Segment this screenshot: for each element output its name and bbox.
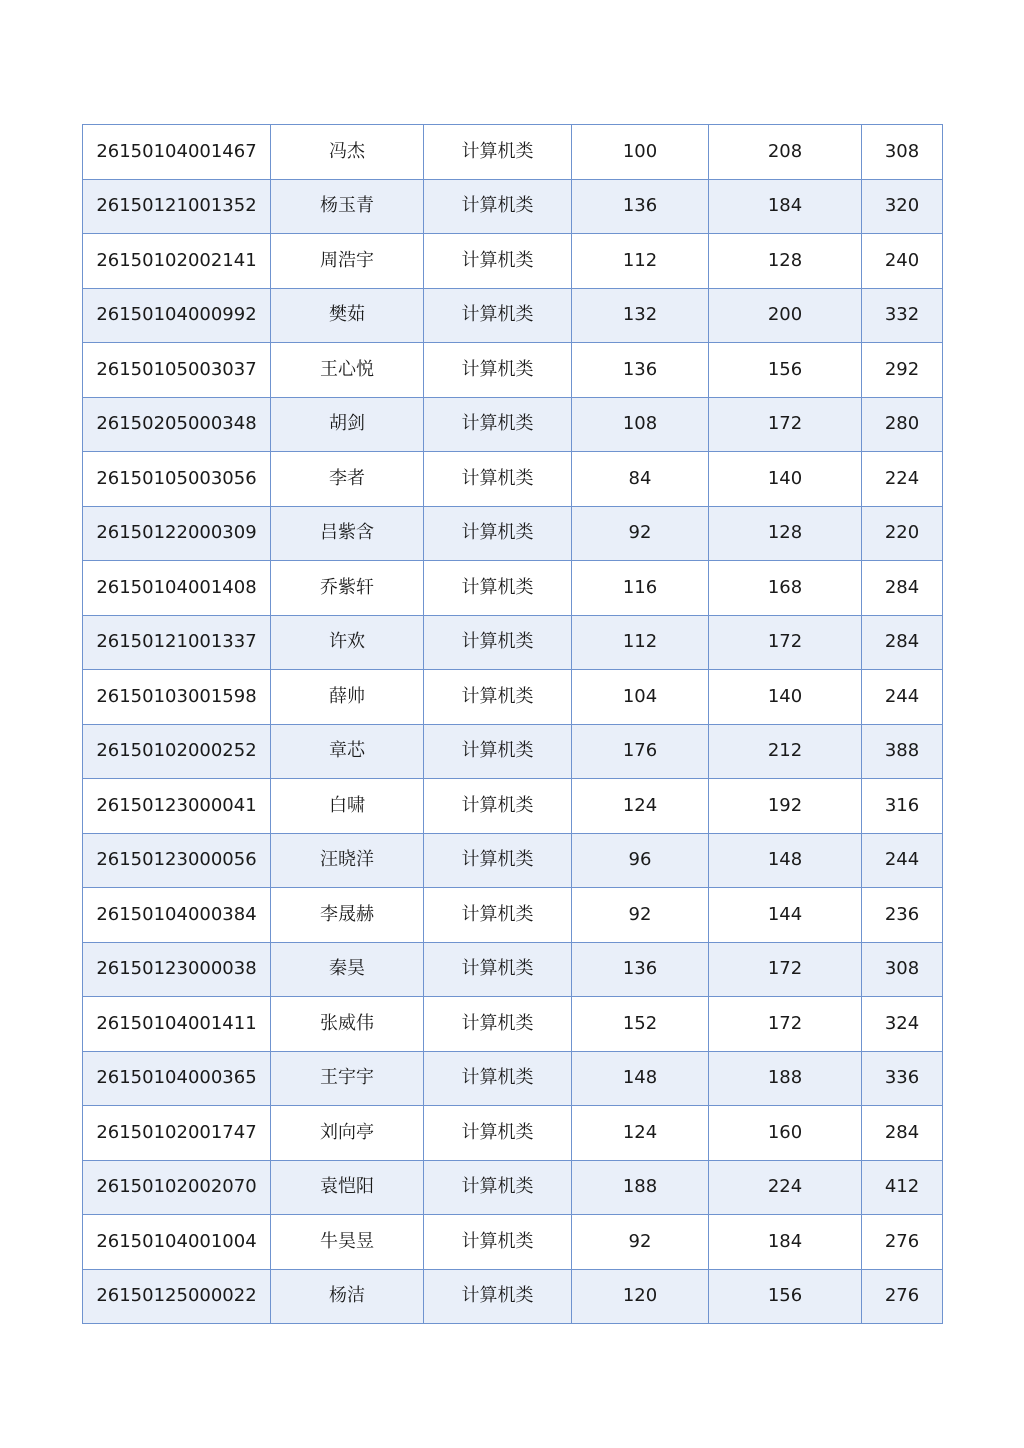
exam-id-cell: 26150104001467 bbox=[83, 125, 271, 180]
total-score-cell: 284 bbox=[862, 615, 943, 670]
category-cell: 计算机类 bbox=[424, 997, 572, 1052]
exam-id-cell: 26150104001408 bbox=[83, 561, 271, 616]
category-cell: 计算机类 bbox=[424, 670, 572, 725]
score-table-body bbox=[83, 125, 943, 1324]
score1-cell: 188 bbox=[572, 1160, 709, 1215]
table-row bbox=[83, 942, 943, 997]
category-cell: 计算机类 bbox=[424, 1106, 572, 1161]
score1-cell: 92 bbox=[572, 1215, 709, 1270]
category-cell: 计算机类 bbox=[424, 561, 572, 616]
score2-cell: 184 bbox=[709, 179, 862, 234]
total-score-cell: 336 bbox=[862, 1051, 943, 1106]
student-name-cell: 胡剑 bbox=[271, 397, 424, 452]
table-row bbox=[83, 1160, 943, 1215]
table-row bbox=[83, 1106, 943, 1161]
score1-cell: 104 bbox=[572, 670, 709, 725]
exam-id-cell: 26150102002141 bbox=[83, 234, 271, 289]
total-score-cell: 316 bbox=[862, 779, 943, 834]
total-score-cell: 388 bbox=[862, 724, 943, 779]
category-cell: 计算机类 bbox=[424, 1215, 572, 1270]
student-name-cell: 李者 bbox=[271, 452, 424, 507]
score1-cell: 112 bbox=[572, 234, 709, 289]
total-score-cell: 332 bbox=[862, 288, 943, 343]
score-table bbox=[82, 124, 943, 1324]
score1-cell: 132 bbox=[572, 288, 709, 343]
student-name-cell: 汪晓洋 bbox=[271, 833, 424, 888]
table-row bbox=[83, 343, 943, 398]
exam-id-cell: 26150122000309 bbox=[83, 506, 271, 561]
exam-id-cell: 26150104000384 bbox=[83, 888, 271, 943]
score2-cell: 156 bbox=[709, 343, 862, 398]
exam-id-cell: 26150103001598 bbox=[83, 670, 271, 725]
score1-cell: 124 bbox=[572, 1106, 709, 1161]
table-row bbox=[83, 561, 943, 616]
category-cell: 计算机类 bbox=[424, 234, 572, 289]
total-score-cell: 284 bbox=[862, 1106, 943, 1161]
category-cell: 计算机类 bbox=[424, 397, 572, 452]
total-score-cell: 220 bbox=[862, 506, 943, 561]
exam-id-cell: 26150125000022 bbox=[83, 1269, 271, 1324]
total-score-cell: 244 bbox=[862, 670, 943, 725]
student-name-cell: 李晟赫 bbox=[271, 888, 424, 943]
table-row bbox=[83, 833, 943, 888]
score1-cell: 148 bbox=[572, 1051, 709, 1106]
score2-cell: 172 bbox=[709, 397, 862, 452]
table-row bbox=[83, 615, 943, 670]
score2-cell: 168 bbox=[709, 561, 862, 616]
category-cell: 计算机类 bbox=[424, 833, 572, 888]
score1-cell: 100 bbox=[572, 125, 709, 180]
student-name-cell: 张威伟 bbox=[271, 997, 424, 1052]
table-row bbox=[83, 397, 943, 452]
table-row bbox=[83, 670, 943, 725]
category-cell: 计算机类 bbox=[424, 288, 572, 343]
total-score-cell: 224 bbox=[862, 452, 943, 507]
score2-cell: 140 bbox=[709, 670, 862, 725]
category-cell: 计算机类 bbox=[424, 779, 572, 834]
score1-cell: 96 bbox=[572, 833, 709, 888]
score1-cell: 92 bbox=[572, 506, 709, 561]
score2-cell: 212 bbox=[709, 724, 862, 779]
exam-id-cell: 26150104000365 bbox=[83, 1051, 271, 1106]
student-name-cell: 王心悦 bbox=[271, 343, 424, 398]
student-name-cell: 吕紫含 bbox=[271, 506, 424, 561]
category-cell: 计算机类 bbox=[424, 1269, 572, 1324]
exam-id-cell: 26150102001747 bbox=[83, 1106, 271, 1161]
total-score-cell: 324 bbox=[862, 997, 943, 1052]
student-name-cell: 秦昊 bbox=[271, 942, 424, 997]
score1-cell: 152 bbox=[572, 997, 709, 1052]
table-row bbox=[83, 125, 943, 180]
exam-id-cell: 26150105003056 bbox=[83, 452, 271, 507]
score2-cell: 128 bbox=[709, 506, 862, 561]
student-name-cell: 薛帅 bbox=[271, 670, 424, 725]
exam-id-cell: 26150102000252 bbox=[83, 724, 271, 779]
student-name-cell: 周浩宇 bbox=[271, 234, 424, 289]
total-score-cell: 308 bbox=[862, 942, 943, 997]
exam-id-cell: 26150123000038 bbox=[83, 942, 271, 997]
table-row bbox=[83, 1215, 943, 1270]
table-row bbox=[83, 888, 943, 943]
score1-cell: 108 bbox=[572, 397, 709, 452]
total-score-cell: 292 bbox=[862, 343, 943, 398]
table-row bbox=[83, 1269, 943, 1324]
score2-cell: 144 bbox=[709, 888, 862, 943]
table-row bbox=[83, 234, 943, 289]
total-score-cell: 280 bbox=[862, 397, 943, 452]
table-row bbox=[83, 997, 943, 1052]
category-cell: 计算机类 bbox=[424, 1160, 572, 1215]
student-name-cell: 刘向亭 bbox=[271, 1106, 424, 1161]
exam-id-cell: 26150102002070 bbox=[83, 1160, 271, 1215]
score1-cell: 176 bbox=[572, 724, 709, 779]
table-row bbox=[83, 506, 943, 561]
student-name-cell: 冯杰 bbox=[271, 125, 424, 180]
total-score-cell: 276 bbox=[862, 1215, 943, 1270]
exam-id-cell: 26150123000041 bbox=[83, 779, 271, 834]
student-name-cell: 白啸 bbox=[271, 779, 424, 834]
student-name-cell: 乔紫轩 bbox=[271, 561, 424, 616]
exam-id-cell: 26150104000992 bbox=[83, 288, 271, 343]
score2-cell: 224 bbox=[709, 1160, 862, 1215]
student-name-cell: 袁恺阳 bbox=[271, 1160, 424, 1215]
total-score-cell: 240 bbox=[862, 234, 943, 289]
student-name-cell: 许欢 bbox=[271, 615, 424, 670]
category-cell: 计算机类 bbox=[424, 615, 572, 670]
exam-id-cell: 26150123000056 bbox=[83, 833, 271, 888]
score2-cell: 172 bbox=[709, 997, 862, 1052]
score1-cell: 116 bbox=[572, 561, 709, 616]
category-cell: 计算机类 bbox=[424, 343, 572, 398]
score2-cell: 172 bbox=[709, 942, 862, 997]
score2-cell: 188 bbox=[709, 1051, 862, 1106]
student-name-cell: 杨玉青 bbox=[271, 179, 424, 234]
total-score-cell: 320 bbox=[862, 179, 943, 234]
student-name-cell: 牛昊昱 bbox=[271, 1215, 424, 1270]
table-row bbox=[83, 452, 943, 507]
total-score-cell: 276 bbox=[862, 1269, 943, 1324]
total-score-cell: 308 bbox=[862, 125, 943, 180]
score2-cell: 148 bbox=[709, 833, 862, 888]
exam-id-cell: 26150121001352 bbox=[83, 179, 271, 234]
total-score-cell: 284 bbox=[862, 561, 943, 616]
category-cell: 计算机类 bbox=[424, 506, 572, 561]
total-score-cell: 236 bbox=[862, 888, 943, 943]
student-name-cell: 樊茹 bbox=[271, 288, 424, 343]
score2-cell: 172 bbox=[709, 615, 862, 670]
score2-cell: 208 bbox=[709, 125, 862, 180]
exam-id-cell: 26150105003037 bbox=[83, 343, 271, 398]
total-score-cell: 412 bbox=[862, 1160, 943, 1215]
table-row bbox=[83, 179, 943, 234]
table-row bbox=[83, 1051, 943, 1106]
category-cell: 计算机类 bbox=[424, 1051, 572, 1106]
score1-cell: 124 bbox=[572, 779, 709, 834]
score1-cell: 112 bbox=[572, 615, 709, 670]
category-cell: 计算机类 bbox=[424, 452, 572, 507]
category-cell: 计算机类 bbox=[424, 888, 572, 943]
category-cell: 计算机类 bbox=[424, 724, 572, 779]
table-row bbox=[83, 724, 943, 779]
category-cell: 计算机类 bbox=[424, 942, 572, 997]
exam-id-cell: 26150104001004 bbox=[83, 1215, 271, 1270]
score1-cell: 136 bbox=[572, 179, 709, 234]
score1-cell: 92 bbox=[572, 888, 709, 943]
score2-cell: 156 bbox=[709, 1269, 862, 1324]
category-cell: 计算机类 bbox=[424, 179, 572, 234]
score2-cell: 128 bbox=[709, 234, 862, 289]
total-score-cell: 244 bbox=[862, 833, 943, 888]
student-name-cell: 杨洁 bbox=[271, 1269, 424, 1324]
exam-id-cell: 26150205000348 bbox=[83, 397, 271, 452]
student-name-cell: 章芯 bbox=[271, 724, 424, 779]
score2-cell: 140 bbox=[709, 452, 862, 507]
category-cell: 计算机类 bbox=[424, 125, 572, 180]
score1-cell: 136 bbox=[572, 343, 709, 398]
score1-cell: 84 bbox=[572, 452, 709, 507]
table-row bbox=[83, 288, 943, 343]
score2-cell: 184 bbox=[709, 1215, 862, 1270]
table-row bbox=[83, 779, 943, 834]
score2-cell: 160 bbox=[709, 1106, 862, 1161]
score1-cell: 136 bbox=[572, 942, 709, 997]
exam-id-cell: 26150104001411 bbox=[83, 997, 271, 1052]
student-name-cell: 王宇宇 bbox=[271, 1051, 424, 1106]
exam-id-cell: 26150121001337 bbox=[83, 615, 271, 670]
score2-cell: 200 bbox=[709, 288, 862, 343]
score1-cell: 120 bbox=[572, 1269, 709, 1324]
score2-cell: 192 bbox=[709, 779, 862, 834]
